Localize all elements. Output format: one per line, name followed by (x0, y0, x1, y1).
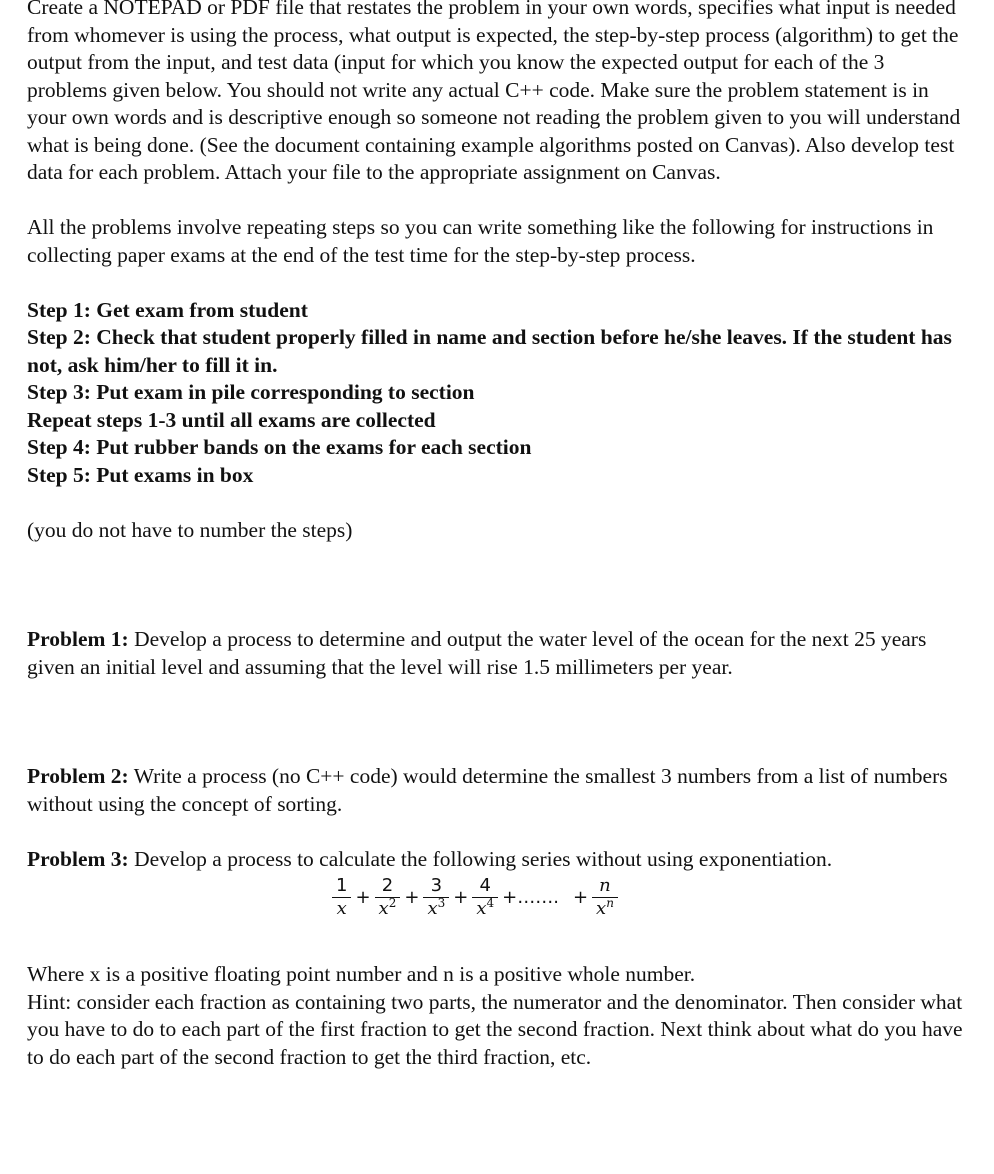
intro-paragraph: Create a NOTEPAD or PDF file that restates the problem in your own words, specifies what input is needed from whomever is using the process, what output is expected, the step-by-step process (algorithm) to get the output from the input, and test data (input for which you know the expected output for each of the 3 problems given below. You should not write any actual C++ code. Make sure the problem statement is in your own words and is descriptive enough so someone not reading the problem given to you will understand what is being done. (See the document containing example algorithms posted on Canvas). Also develop test data for each problem. Attach your file to the appropriate assignment on Canvas. (27, 0, 961, 184)
term-exponent: 3 (437, 896, 446, 910)
term-base: x (427, 898, 438, 919)
term-exponent: 4 (486, 896, 495, 910)
repeating-paragraph: All the problems involve repeating steps so you can write something like the following for instructions in collecting paper exams at the end of the test time for the step-by-step process. (27, 215, 934, 267)
plus-sign: + (355, 886, 371, 908)
step-item: Step 2: Check that student properly filled in name and section before he/she leaves. If the student has not, ask him/her to fill it in. (27, 325, 952, 377)
step-item: Step 1: Get exam from student (27, 297, 308, 322)
series-term-1 (332, 875, 351, 920)
step-item: Step 4: Put rubber bands on the exams for each section (27, 435, 532, 459)
document-page (27, 0, 967, 1071)
term-numerator: 2 (381, 875, 394, 896)
problem-3 (27, 846, 967, 874)
plus-sign: + (453, 886, 469, 908)
term-exponent: n (606, 896, 614, 910)
step-item: Step 3: Put exam in pile corresponding to section (27, 380, 475, 404)
series-formula (27, 873, 967, 937)
term-base: x (378, 898, 389, 919)
problem-1-text: Develop a process to determine and output the water level of the ocean for the next 25 years given an initial level and assuming that the level will rise 1.5 millimeters per year. (27, 627, 927, 679)
series-term-2 (375, 875, 401, 920)
series-term-3 (423, 875, 449, 920)
term-numerator: 4 (479, 875, 491, 896)
series-term-n (592, 875, 618, 920)
problem-1 (27, 626, 967, 681)
closing-line-1: Where x is a positive floating point number and n is a positive whole number. (27, 962, 696, 986)
plus-sign: + (572, 886, 589, 908)
series-ellipsis: +……. (502, 886, 559, 908)
step-item: Step 5: Put exams in box (27, 462, 254, 487)
problem-2 (27, 763, 967, 818)
problem-2-text: Write a process (no C++ code) would determine the smallest 3 numbers from a list of numbers without using the concept of sorting. (27, 764, 948, 816)
problem-2-label: Problem 2: (27, 764, 129, 788)
series-term-4 (472, 875, 498, 920)
problem-1-label: Problem 1: (27, 627, 129, 651)
term-numerator: n (599, 875, 611, 896)
term-base: x (476, 898, 487, 919)
steps-note: (you do not have to number the steps) (27, 517, 353, 542)
step-item: Repeat steps 1-3 until all exams are collected (27, 407, 436, 432)
problem-3-label: Problem 3: (27, 846, 129, 871)
closing-hint: Hint: consider each fraction as containing two parts, the numerator and the denominator. Then consider what you have to do to each part of the first fraction to get the second fraction. Next think about what do you have to do each part of the second fraction to get the third fraction, etc. (27, 989, 963, 1069)
term-base: x (596, 898, 607, 919)
problem-3-text: Develop a process to calculate the following series without using exponentiation. (128, 846, 833, 871)
term-numerator: 3 (430, 875, 443, 896)
term-numerator: 1 (336, 875, 348, 896)
term-exponent: 2 (388, 896, 397, 910)
plus-sign: + (404, 886, 420, 908)
example-steps (27, 297, 967, 490)
term-base: x (336, 898, 347, 919)
